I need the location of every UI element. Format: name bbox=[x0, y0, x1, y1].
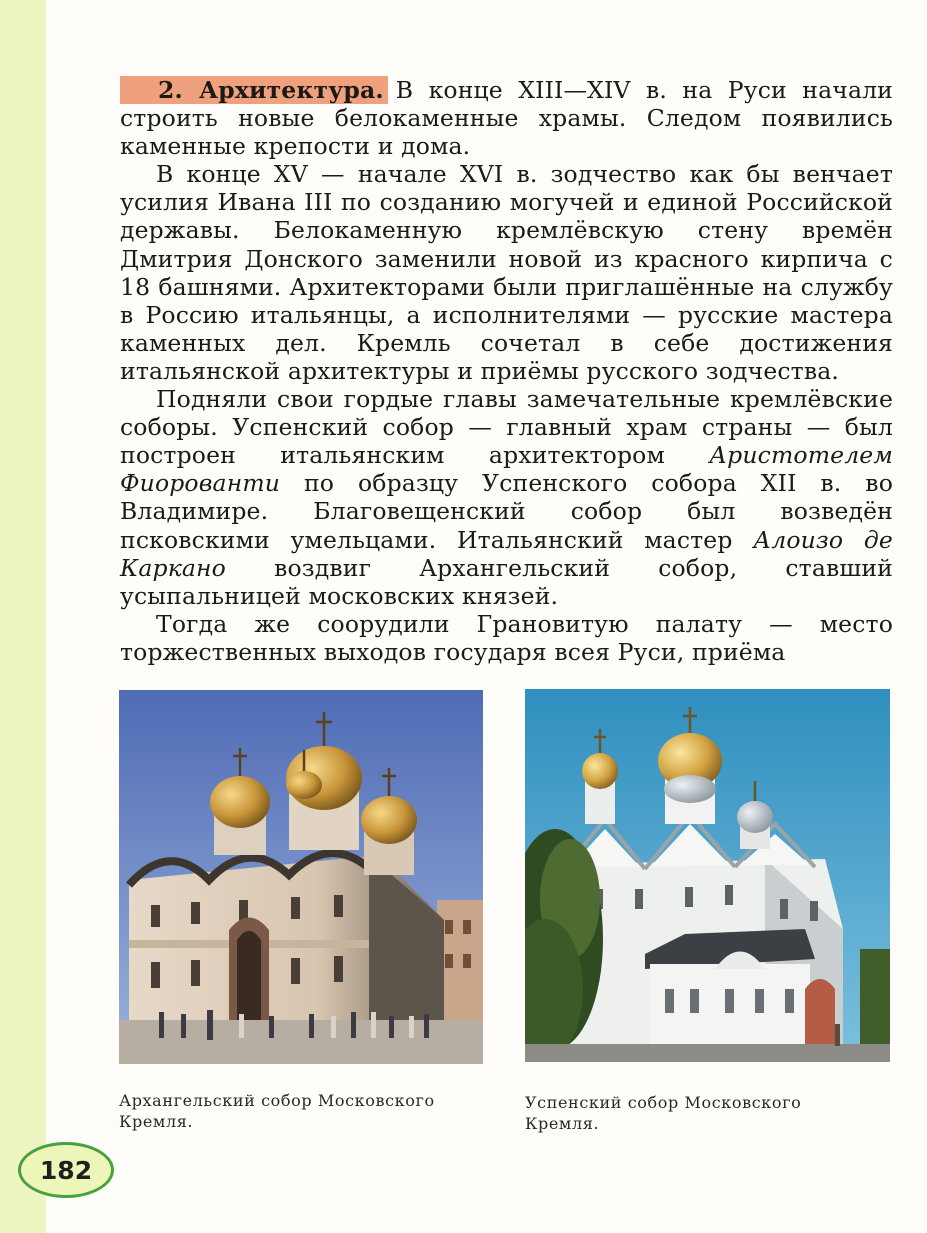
paragraph-3-part3: воздвиг Архангельский собор, ставший усыпальницей московских князей. bbox=[120, 553, 893, 610]
paragraph-3-part1: Подняли свои гордые главы замечательные кремлёвские соборы. Успенский собор — главный храм страны — был построен итальянским архитектором bbox=[120, 385, 893, 470]
cathedral-photo-right bbox=[525, 689, 890, 1062]
architect-name-1: Аристотелем Фиорованти bbox=[120, 441, 893, 498]
paragraph-2: В конце XV — начале XVI в. зодчество как бы венчает усилия Ивана III по созданию могучей и единой Российской державы. Белокаменную кремлёвскую стену времён Дмитрия Донского заменили новой из красного кирпича с 18 башнями. Архитекторами были приглашённые на службу в Россию итальянцы, а исполнителями — русские мастера каменных дел. Кремль сочетал в себе достижения итальянской архитектуры и приёмы русского зодчества. bbox=[120, 160, 893, 385]
paragraph-3-part2: по образцу Успенского собора XII в. во Владимире. Благовещенский собор был возведён псковскими умельцами. Итальянский мастер bbox=[120, 469, 893, 554]
architect-name-2: Алоизо де Каркано bbox=[120, 525, 893, 582]
section-heading: 2. Архитектура. bbox=[120, 76, 388, 104]
figure-caption-right: Успенский собор Московского Кремля. bbox=[525, 1093, 802, 1133]
page-margin-strip bbox=[0, 0, 46, 1233]
figure-caption-left: Архангельский собор Московского Кремля. bbox=[119, 1091, 435, 1131]
body-text bbox=[120, 76, 893, 666]
cathedral-photo-left bbox=[119, 690, 483, 1064]
page-number-badge bbox=[18, 1142, 114, 1198]
page-number: 182 bbox=[39, 1155, 93, 1185]
paragraph-4: Тогда же соорудили Грановитую палату — место торжественных выходов государя всея Руси, приёма bbox=[120, 609, 893, 666]
paragraph-1 bbox=[120, 76, 893, 160]
paragraph-3 bbox=[120, 385, 893, 610]
paragraph-1-text: В конце XIII—XIV в. на Руси начали строить новые белокаменные храмы. Следом появились каменные крепости и дома. bbox=[120, 76, 893, 161]
